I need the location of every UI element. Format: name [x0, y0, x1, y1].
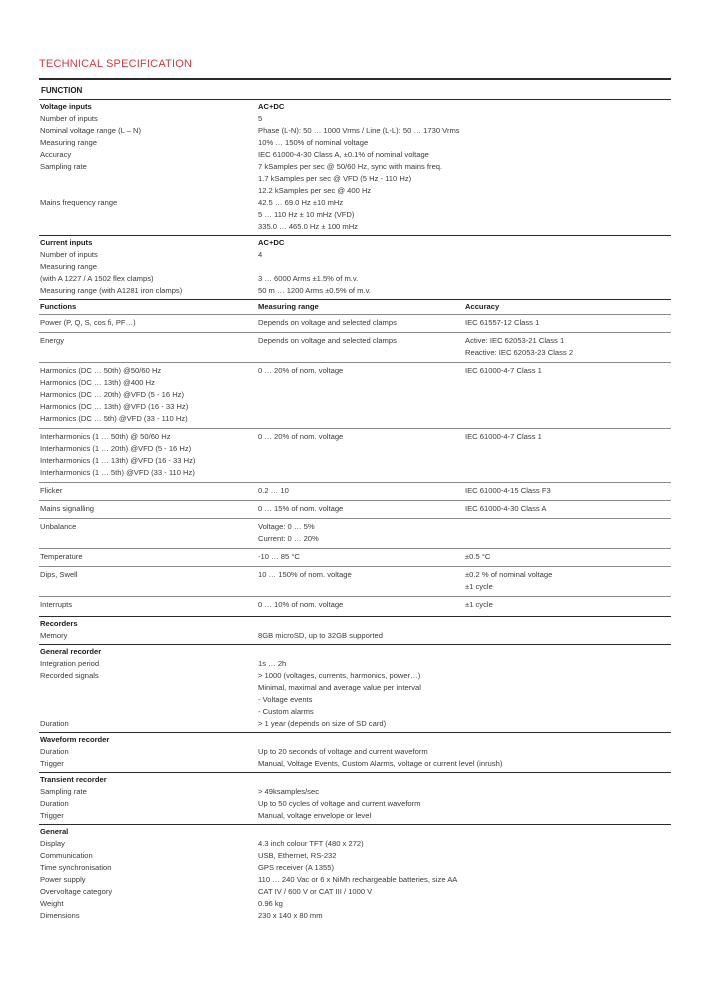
spec-row [39, 810, 671, 822]
spec-row [39, 149, 671, 161]
function-accuracy-line: ±0.5 °C [465, 552, 491, 561]
spec-value: Minimal, maximal and average value per interval [258, 683, 421, 692]
spec-value: Manual, voltage envelope or level [258, 811, 372, 820]
spec-value: 4.3 inch colour TFT (480 x 272) [258, 839, 364, 848]
spec-label: Weight [40, 899, 64, 908]
spec-row [39, 886, 671, 898]
spec-label: Trigger [40, 811, 64, 820]
function-range [258, 521, 465, 545]
spec-row [39, 173, 671, 185]
spec-value: USB, Ethernet, RS-232 [258, 851, 337, 860]
spec-value: GPS receiver (A 1355) [258, 863, 334, 872]
function-name-line: Harmonics (DC … 20th) @VFD (5 - 16 Hz) [40, 390, 184, 399]
spec-label [39, 185, 258, 197]
functions-section [39, 299, 671, 616]
spec-label [39, 221, 258, 233]
function-name-line: Interharmonics (1 … 13th) @VFD (16 - 33 Hz) [40, 456, 196, 465]
spec-row [39, 850, 671, 862]
current-heading: Current inputs [40, 238, 93, 247]
function-name [39, 503, 258, 515]
function-name [39, 431, 258, 479]
spec-row [39, 898, 671, 910]
spec-row [39, 682, 671, 694]
spec-row [39, 746, 671, 758]
spec-value: 8GB microSD, up to 32GB supported [258, 631, 383, 640]
function-range-line: 0.2 … 10 [258, 486, 289, 495]
spec-label: Number of inputs [40, 114, 98, 123]
function-accuracy-line: ±1 cycle [465, 600, 493, 609]
spec-value: 3 … 6000 Arms ±1.5% of m.v. [258, 274, 359, 283]
spec-value: 7 kSamples per sec @ 50/60 Hz, sync with mains freq. [258, 162, 443, 171]
function-name-line: Harmonics (DC … 13th) @400 Hz [40, 378, 155, 387]
spec-value: > 49ksamples/sec [258, 787, 319, 796]
spec-row [39, 838, 671, 850]
spec-label: Overvoltage category [40, 887, 113, 896]
spec-value: 110 … 240 Vac or 6 x NiMh rechargeable batteries, size AA [258, 875, 458, 884]
spec-row [39, 113, 671, 125]
spec-label [39, 706, 258, 718]
function-row [39, 500, 671, 518]
recorders-heading: Recorders [40, 619, 78, 628]
spec-label: Measuring range (with A1281 iron clamps) [40, 286, 183, 295]
function-row [39, 332, 671, 362]
spec-row [39, 706, 671, 718]
function-range [258, 365, 465, 425]
spec-row [39, 798, 671, 810]
spec-label: Memory [40, 631, 68, 640]
spec-row [39, 874, 671, 886]
spec-label: Accuracy [40, 150, 72, 159]
functions-table-body [39, 314, 671, 614]
function-name [39, 335, 258, 359]
function-row [39, 548, 671, 566]
function-range-line: Voltage: 0 … 5% [258, 522, 315, 531]
spec-label: Sampling rate [40, 162, 87, 171]
spec-label: Duration [40, 719, 69, 728]
function-name [39, 317, 258, 329]
spec-value: 1.7 kSamples per sec @ VFD (5 Hz - 110 Hz) [258, 174, 412, 183]
function-name-line: Mains signalling [40, 504, 95, 513]
spec-row [39, 209, 671, 221]
spec-value: 0.96 kg [258, 899, 283, 908]
function-name [39, 365, 258, 425]
function-accuracy-line: IEC 61000-4-30 Class A [465, 504, 547, 513]
function-name [39, 485, 258, 497]
spec-value: - Custom alarms [258, 707, 314, 716]
transient-recorder-rows [39, 786, 671, 822]
voltage-rows [39, 113, 671, 233]
function-name-line: Interharmonics (1 … 50th) @ 50/60 Hz [40, 432, 171, 441]
spec-value: 230 x 140 x 80 mm [258, 911, 323, 920]
function-name-line: Unbalance [40, 522, 77, 531]
function-name-line: Harmonics (DC … 5th) @VFD (33 - 110 Hz) [40, 414, 188, 423]
current-section [39, 235, 671, 299]
spec-value: 4 [258, 250, 263, 259]
function-range [258, 503, 465, 515]
general-recorder-heading: General recorder [40, 647, 102, 656]
recorders-rows [39, 630, 671, 642]
spec-row [39, 261, 671, 273]
function-range [258, 485, 465, 497]
voltage-type: AC+DC [258, 102, 285, 111]
function-accuracy-line: Reactive: IEC 62053-23 Class 2 [465, 348, 574, 357]
function-name [39, 599, 258, 611]
spec-row [39, 185, 671, 197]
function-name-line: Interrupts [40, 600, 73, 609]
spec-row [39, 161, 671, 173]
functions-header: Functions [40, 302, 77, 311]
function-accuracy [465, 485, 671, 497]
spec-row [39, 658, 671, 670]
spec-label [39, 173, 258, 185]
transient-recorder-section [39, 772, 671, 824]
spec-row [39, 249, 671, 261]
function-accuracy [465, 335, 671, 359]
general-heading: General [40, 827, 69, 836]
function-name-line: Harmonics (DC … 13th) @VFD (16 - 33 Hz) [40, 402, 189, 411]
spec-label: Number of inputs [40, 250, 98, 259]
spec-label [39, 682, 258, 694]
page-title: TECHNICAL SPECIFICATION [39, 58, 193, 70]
spec-value: Manual, Voltage Events, Custom Alarms, voltage or current level (inrush) [258, 759, 503, 768]
spec-row [39, 125, 671, 137]
function-accuracy-line: ±0.2 % of nominal voltage [465, 570, 553, 579]
transient-recorder-heading: Transient recorder [40, 775, 107, 784]
spec-value: 1s … 2h [258, 659, 287, 668]
voltage-section [39, 99, 671, 235]
spec-label: Trigger [40, 759, 64, 768]
spec-value: IEC 61000-4-30 Class A, ±0.1% of nominal voltage [258, 150, 429, 159]
spec-row [39, 910, 671, 922]
function-name [39, 569, 258, 593]
function-row [39, 518, 671, 548]
spec-document [39, 78, 671, 924]
function-name-line: Dips, Swell [40, 570, 78, 579]
spec-value: 42.5 … 69.0 Hz ±10 mHz [258, 198, 344, 207]
spec-row [39, 786, 671, 798]
function-range-line: Current: 0 … 20% [258, 534, 319, 543]
function-range-line: -10 … 85 °C [258, 552, 300, 561]
spec-label: Integration period [40, 659, 100, 668]
spec-value [258, 261, 658, 273]
function-range [258, 335, 465, 359]
function-range-line: 0 … 20% of nom. voltage [258, 432, 344, 441]
spec-label: Power supply [40, 875, 86, 884]
function-range [258, 569, 465, 593]
voltage-heading: Voltage inputs [40, 102, 92, 111]
spec-value: > 1 year (depends on size of SD card) [258, 719, 387, 728]
waveform-recorder-rows [39, 746, 671, 770]
function-range [258, 599, 465, 611]
spec-label: Nominal voltage range (L – N) [40, 126, 142, 135]
function-row [39, 362, 671, 428]
spec-row [39, 197, 671, 209]
function-name-line: Interharmonics (1 … 20th) @VFD (5 - 16 Hz) [40, 444, 192, 453]
general-section [39, 824, 671, 924]
spec-label [39, 694, 258, 706]
function-accuracy-line: Active: IEC 62053-21 Class 1 [465, 336, 565, 345]
function-accuracy [465, 503, 671, 515]
function-accuracy-line: ±1 cycle [465, 582, 493, 591]
function-label: FUNCTION [41, 86, 83, 95]
spec-row [39, 718, 671, 730]
spec-row [39, 285, 671, 297]
general-recorder-section [39, 644, 671, 732]
spec-value: 335.0 … 465.0 Hz ± 100 mHz [258, 222, 358, 231]
function-accuracy [465, 569, 671, 593]
spec-label: Mains frequency range [40, 198, 118, 207]
spec-label: Measuring range [40, 262, 97, 271]
spec-label: Communication [40, 851, 93, 860]
spec-label: Duration [40, 747, 69, 756]
general-rows [39, 838, 671, 922]
function-accuracy [465, 317, 671, 329]
spec-value: CAT IV / 600 V or CAT III / 1000 V [258, 887, 373, 896]
waveform-recorder-heading: Waveform recorder [40, 735, 110, 744]
spec-label [39, 209, 258, 221]
recorders-section [39, 616, 671, 644]
current-type: AC+DC [258, 238, 285, 247]
spec-label: Display [40, 839, 65, 848]
function-accuracy-line: IEC 61557-12 Class 1 [465, 318, 540, 327]
spec-value: > 1000 (voltages, currents, harmonics, power…) [258, 671, 421, 680]
spec-value: 10% … 150% of nominal voltage [258, 138, 369, 147]
function-accuracy-line: IEC 61000-4-15 Class F3 [465, 486, 551, 495]
spec-label: Duration [40, 799, 69, 808]
spec-label: Time synchronisation [40, 863, 112, 872]
function-name-line: Interharmonics (1 … 5th) @VFD (33 - 110 Hz) [40, 468, 195, 477]
current-rows [39, 249, 671, 297]
function-range-line: Depends on voltage and selected clamps [258, 336, 397, 345]
spec-row [39, 758, 671, 770]
function-range [258, 431, 465, 479]
function-row [39, 428, 671, 482]
spec-value: Up to 20 seconds of voltage and current waveform [258, 747, 428, 756]
function-accuracy-line: IEC 61000-4-7 Class 1 [465, 366, 542, 375]
function-row [39, 482, 671, 500]
spec-value: 5 … 110 Hz ± 10 mHz (VFD) [258, 210, 355, 219]
spec-value: - Voltage events [258, 695, 313, 704]
spec-row [39, 694, 671, 706]
function-range-line: 10 … 150% of nom. voltage [258, 570, 352, 579]
function-accuracy [465, 551, 671, 563]
spec-value: Phase (L-N): 50 … 1000 Vrms / Line (L-L): 50 … 1730 Vrms [258, 126, 460, 135]
spec-row [39, 670, 671, 682]
function-name [39, 551, 258, 563]
spec-label: Measuring range [40, 138, 97, 147]
spec-row [39, 630, 671, 642]
function-name-line: Flicker [40, 486, 63, 495]
function-range [258, 317, 465, 329]
function-name-line: Temperature [40, 552, 83, 561]
function-name-line: Power (P, Q, S, cos fi, PF…) [40, 318, 136, 327]
function-range-line: 0 … 20% of nom. voltage [258, 366, 344, 375]
function-accuracy [465, 521, 671, 545]
function-range-line: 0 … 10% of nom. voltage [258, 600, 344, 609]
function-row [39, 596, 671, 614]
function-name-line: Energy [40, 336, 65, 345]
spec-label: Recorded signals [40, 671, 99, 680]
spec-row [39, 137, 671, 149]
function-name-line: Harmonics (DC … 50th) @50/60 Hz [40, 366, 162, 375]
function-accuracy-line: IEC 61000-4-7 Class 1 [465, 432, 542, 441]
function-range-line: Depends on voltage and selected clamps [258, 318, 397, 327]
function-row [39, 314, 671, 332]
function-range [258, 551, 465, 563]
function-accuracy [465, 365, 671, 425]
general-recorder-rows [39, 658, 671, 730]
function-accuracy [465, 599, 671, 611]
function-accuracy [465, 431, 671, 479]
spec-label: Dimensions [40, 911, 80, 920]
measuring-range-header: Measuring range [258, 302, 319, 311]
spec-value: 5 [258, 114, 263, 123]
spec-row [39, 221, 671, 233]
spec-value: 12.2 kSamples per sec @ 400 Hz [258, 186, 372, 195]
function-range-line: 0 … 15% of nom. voltage [258, 504, 344, 513]
function-name [39, 521, 258, 545]
spec-label: (with A 1227 / A 1502 flex clamps) [40, 274, 154, 283]
spec-row [39, 273, 671, 285]
spec-value: 50 m … 1200 Arms ±0.5% of m.v. [258, 286, 371, 295]
spec-label: Sampling rate [40, 787, 87, 796]
waveform-recorder-section [39, 732, 671, 772]
spec-value: Up to 50 cycles of voltage and current waveform [258, 799, 421, 808]
accuracy-header: Accuracy [465, 302, 500, 311]
function-row [39, 566, 671, 596]
spec-row [39, 862, 671, 874]
